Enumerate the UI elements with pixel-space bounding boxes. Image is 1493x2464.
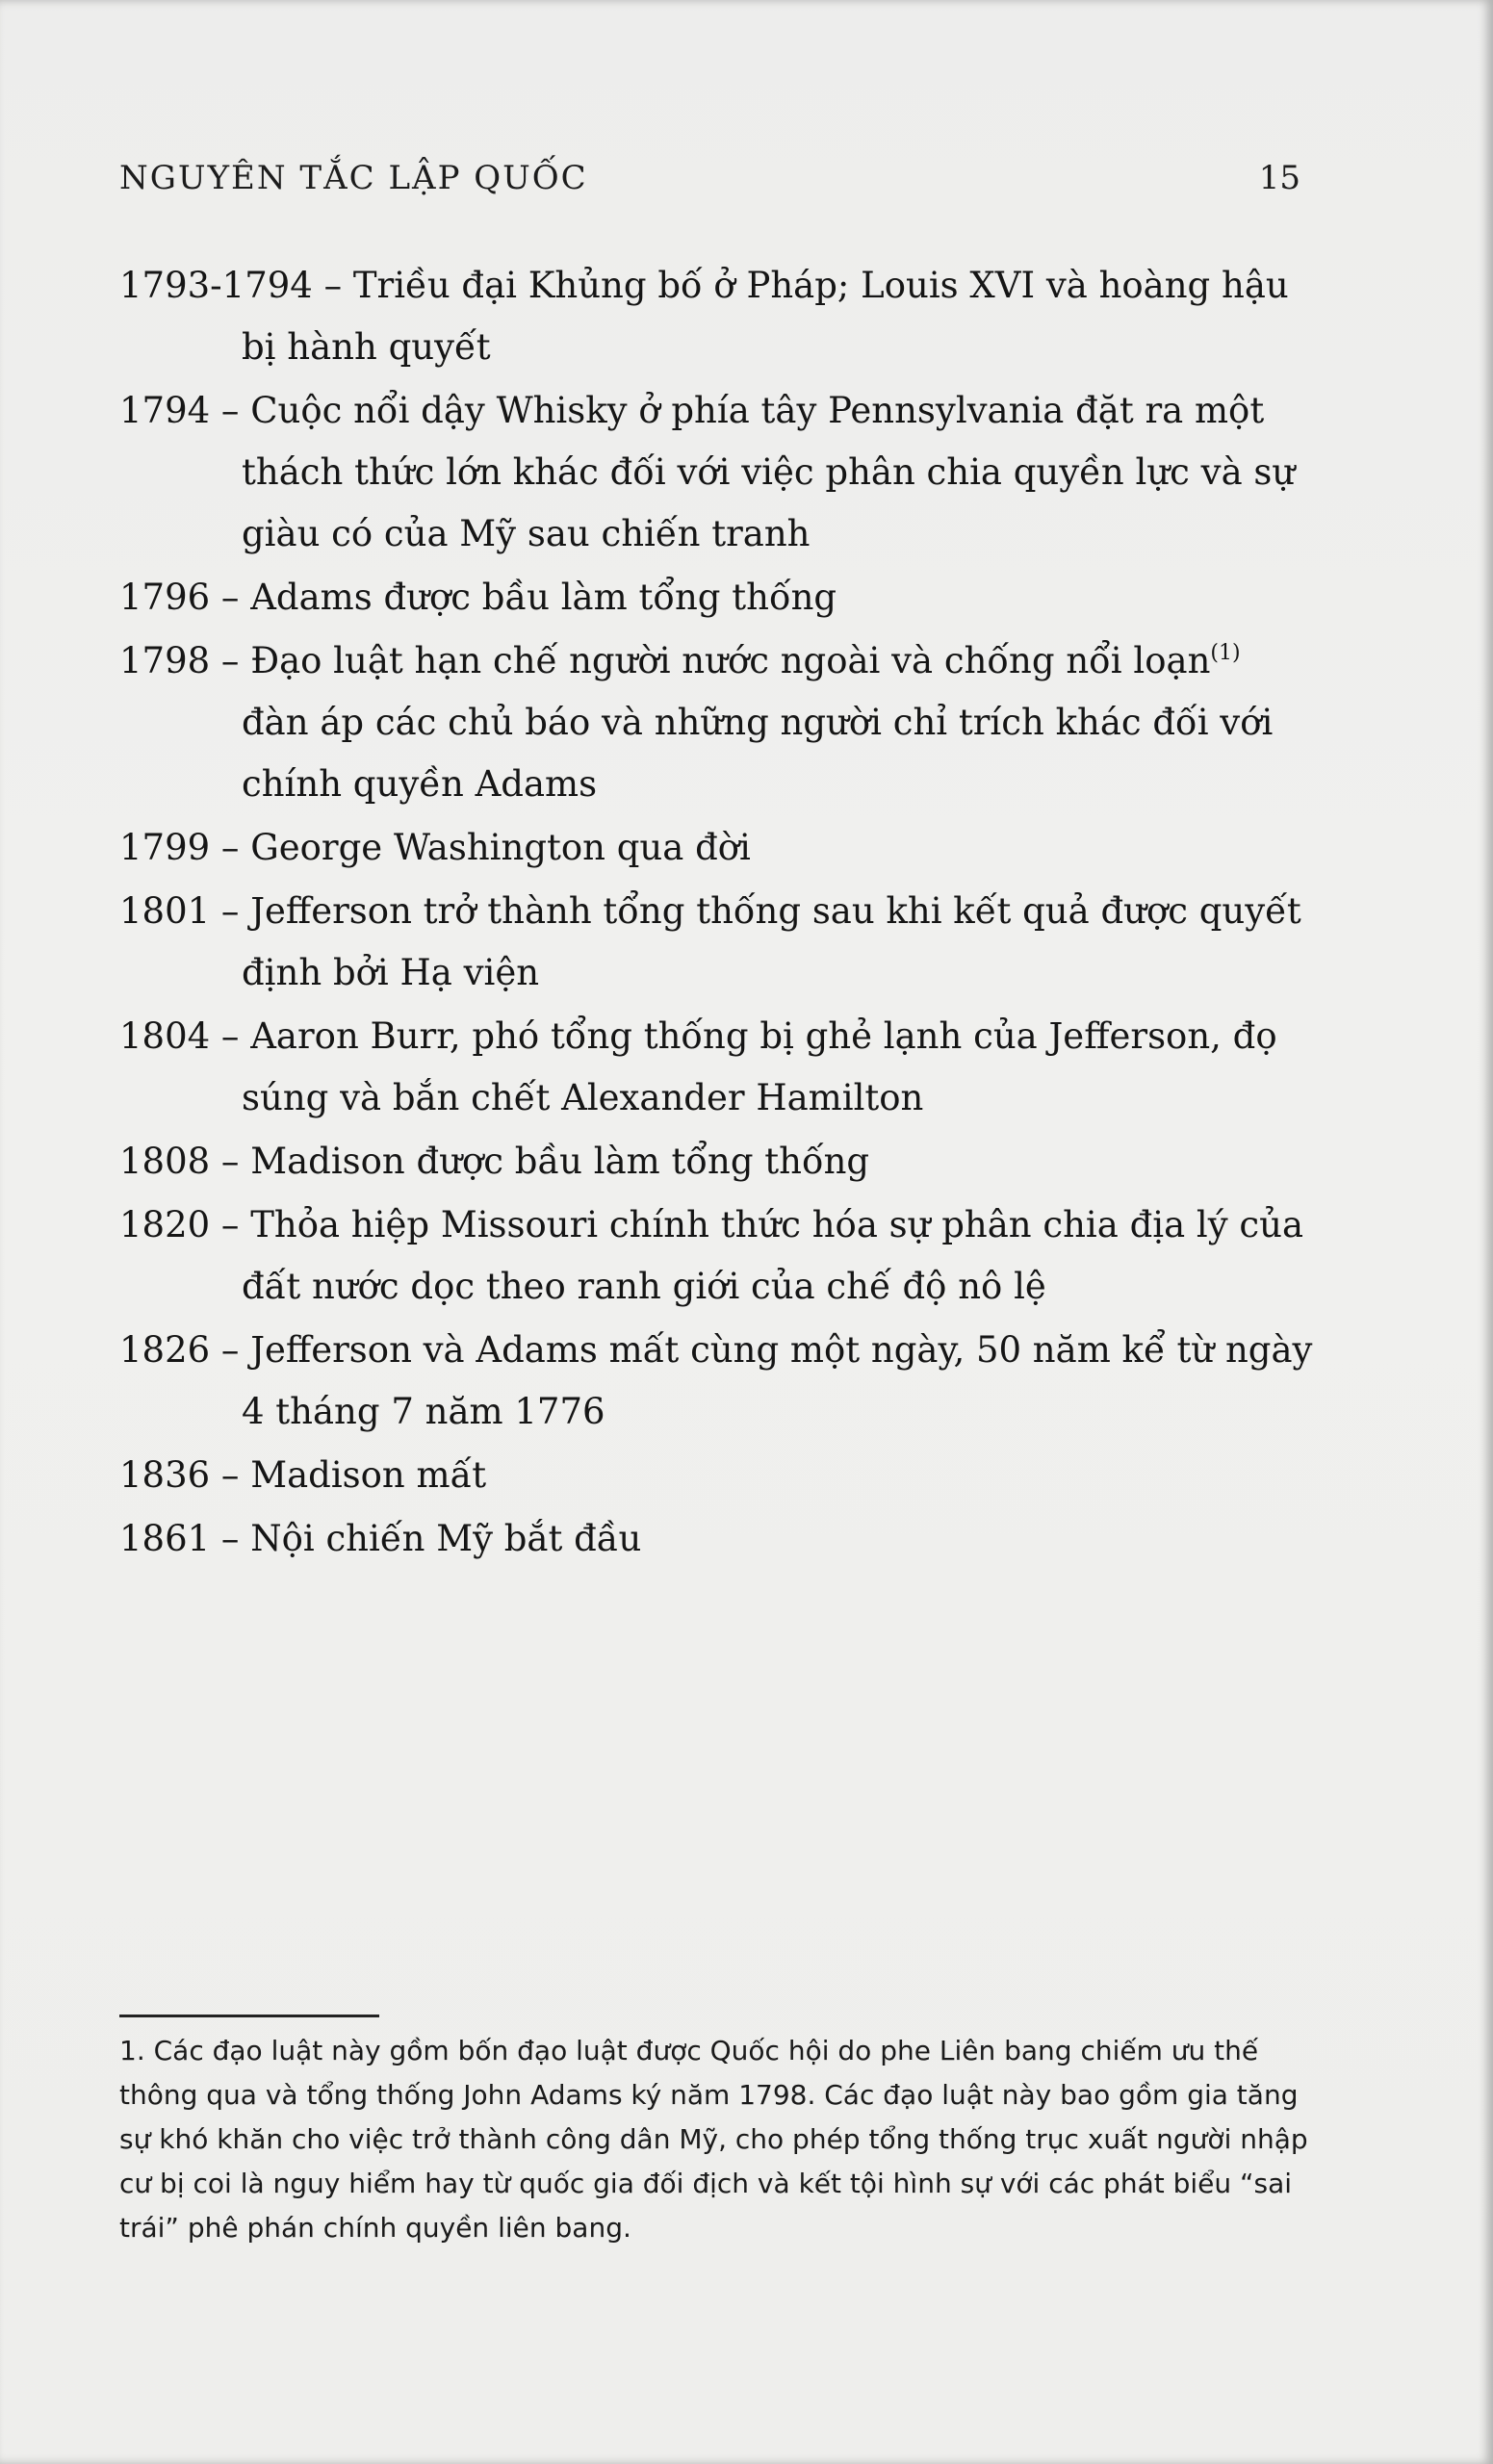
- entry-year: 1796: [119, 577, 211, 618]
- timeline-entry: [119, 1131, 1313, 1193]
- entry-text: Nội chiến Mỹ bắt đầu: [250, 1518, 642, 1559]
- entry-separator: –: [210, 390, 251, 431]
- footnote: 1. Các đạo luật này gồm bốn đạo luật được Quốc hội do phe Liên bang chiếm ưu thế thông qua và tổng thống John Adams ký năm 1798. Các đạo luật này bao gồm gia tăng sự khó khăn cho việc trở thành công dân Mỹ, cho phép tổng thống trục xuất người nhập cư bị coi là nguy hiểm hay từ quốc gia đối địch và kết tội hình sự với các phát biểu “sai trái” phê phán chính quyền liên bang.: [119, 2035, 1308, 2244]
- entry-text: Madison mất: [250, 1454, 487, 1496]
- timeline-entry: [119, 380, 1313, 565]
- entry-separator: –: [210, 1329, 251, 1371]
- footnote-rule: [119, 2015, 379, 2017]
- entry-text: Triều đại Khủng bố ở Pháp; Louis XVI và hoàng hậu bị hành quyết: [242, 265, 1289, 368]
- entry-text: Madison được bầu làm tổng thống: [250, 1141, 870, 1182]
- entry-text: Jefferson trở thành tổng thống sau khi kết quả được quyết định bởi Hạ viện: [242, 890, 1301, 993]
- entry-year: 1820: [119, 1204, 211, 1245]
- entry-year: 1801: [119, 890, 211, 932]
- entry-separator: –: [210, 1015, 251, 1057]
- entry-separator: –: [210, 640, 251, 681]
- entry-separator: –: [210, 577, 251, 618]
- entry-year: 1794: [119, 390, 211, 431]
- entry-year: 1808: [119, 1141, 211, 1182]
- running-title: NGUYÊN TẮC LẬP QUỐC: [119, 159, 588, 197]
- entry-separator: –: [210, 1518, 251, 1559]
- timeline-entry: [119, 1194, 1313, 1318]
- timeline-entry: [119, 255, 1313, 378]
- entry-year: 1799: [119, 827, 211, 868]
- timeline-entry: [119, 881, 1313, 1004]
- entry-text: Thỏa hiệp Missouri chính thức hóa sự phân chia địa lý của đất nước dọc theo ranh giới của chế độ nô lệ: [242, 1204, 1304, 1307]
- entry-year: 1798: [119, 640, 211, 681]
- entry-year: 1861: [119, 1518, 211, 1559]
- entry-text: Đạo luật hạn chế người nước ngoài và chống nổi loạn: [250, 640, 1211, 681]
- timeline-entry: [119, 1320, 1313, 1443]
- entry-year: 1836: [119, 1454, 211, 1496]
- timeline-entry: [119, 567, 1313, 629]
- entry-separator: –: [210, 827, 251, 868]
- timeline-entry: [119, 1006, 1313, 1129]
- entry-text: Aaron Burr, phó tổng thống bị ghẻ lạnh của Jefferson, đọ súng và bắn chết Alexander Hamilton: [242, 1015, 1277, 1118]
- page-number: 15: [1258, 159, 1300, 197]
- entry-year: 1804: [119, 1015, 211, 1057]
- entry-separator: –: [312, 265, 353, 306]
- timeline-entry: [119, 630, 1313, 815]
- chronology-list: [119, 255, 1313, 1572]
- entry-separator: –: [210, 890, 251, 932]
- entry-separator: –: [210, 1141, 251, 1182]
- timeline-entry: [119, 1445, 1313, 1506]
- entry-year: 1826: [119, 1329, 211, 1371]
- entry-text: Adams được bầu làm tổng thống: [250, 577, 837, 618]
- timeline-entry: [119, 817, 1313, 879]
- entry-text: Cuộc nổi dậy Whisky ở phía tây Pennsylvania đặt ra một thách thức lớn khác đối với việc phân chia quyền lực và sự giàu có của Mỹ sau chiến tranh: [242, 390, 1296, 554]
- footnote-reference: (1): [1210, 641, 1241, 665]
- entry-year: 1793-1794: [119, 265, 313, 306]
- entry-separator: –: [210, 1204, 251, 1245]
- entry-text: George Washington qua đời: [250, 827, 751, 868]
- entry-text-continued: đàn áp các chủ báo và những người chỉ trích khác đối với chính quyền Adams: [242, 702, 1274, 805]
- entry-separator: –: [210, 1454, 251, 1496]
- entry-text: Jefferson và Adams mất cùng một ngày, 50 năm kể từ ngày 4 tháng 7 năm 1776: [242, 1329, 1313, 1432]
- timeline-entry: [119, 1508, 1313, 1570]
